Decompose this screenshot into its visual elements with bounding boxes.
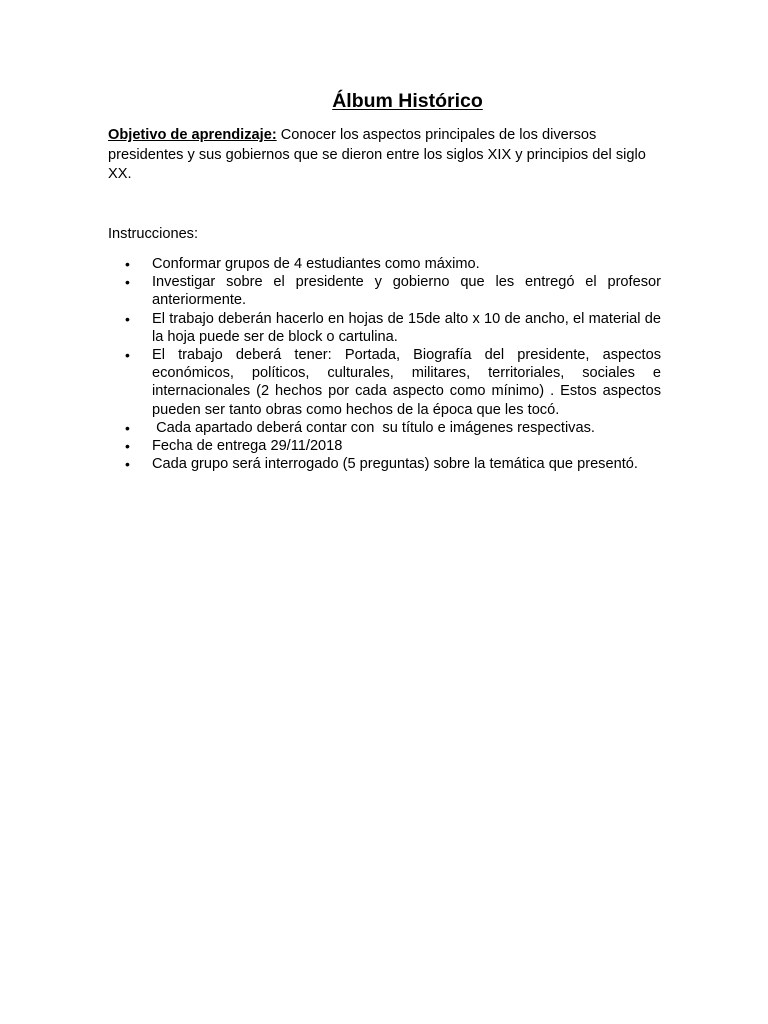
list-item <box>125 437 661 455</box>
bullet-icon: • <box>125 347 130 364</box>
list-item <box>125 310 661 346</box>
list-item-text: El trabajo deberán hacerlo en hojas de 15de alto x 10 de ancho, el material de la hoja puede ser de block o cartulina. <box>152 310 661 345</box>
bullet-icon: • <box>125 419 130 436</box>
objective-paragraph <box>108 126 648 185</box>
list-item-text: Conformar grupos de 4 estudiantes como máximo. <box>152 256 480 272</box>
list-item-text: Cada apartado deberá contar con su título e imágenes respectivas. <box>152 419 595 436</box>
objective-label: Objetivo de aprendizaje: <box>108 127 277 143</box>
bullet-icon: • <box>125 456 130 473</box>
list-item-text: Fecha de entrega 29/11/2018 <box>152 438 343 455</box>
list-item <box>125 455 661 473</box>
list-item-text: El trabajo deberá tener: Portada, Biografía del presidente, aspectos económicos, políticos, culturales, militares, territoriales, sociales e internacionales (2 hechos por cada aspecto como mínimo) . Estos aspectos pueden ser tanto obras como hechos de la época que les tocó. <box>152 347 661 418</box>
bullet-icon: • <box>125 256 130 272</box>
list-item-text: Investigar sobre el presidente y gobierno que les entregó el profesor anteriormente. <box>152 274 661 309</box>
bullet-icon: • <box>125 274 130 291</box>
bullet-icon: • <box>125 438 130 455</box>
list-item <box>125 273 661 309</box>
document-title: Álbum Histórico <box>332 90 483 112</box>
list-item <box>125 419 661 437</box>
list-item <box>125 255 661 273</box>
instructions-heading: Instrucciones: <box>108 226 199 242</box>
list-item <box>125 346 661 419</box>
list-item-text: Cada grupo será interrogado (5 preguntas) sobre la temática que presentó. <box>152 456 638 473</box>
bullet-icon: • <box>125 310 130 327</box>
instructions-list <box>125 255 661 473</box>
objective-text: Conocer los aspectos principales de los diversos presidentes y sus gobiernos que se dieron entre los siglos XIX y principios del siglo XX. <box>108 127 646 182</box>
